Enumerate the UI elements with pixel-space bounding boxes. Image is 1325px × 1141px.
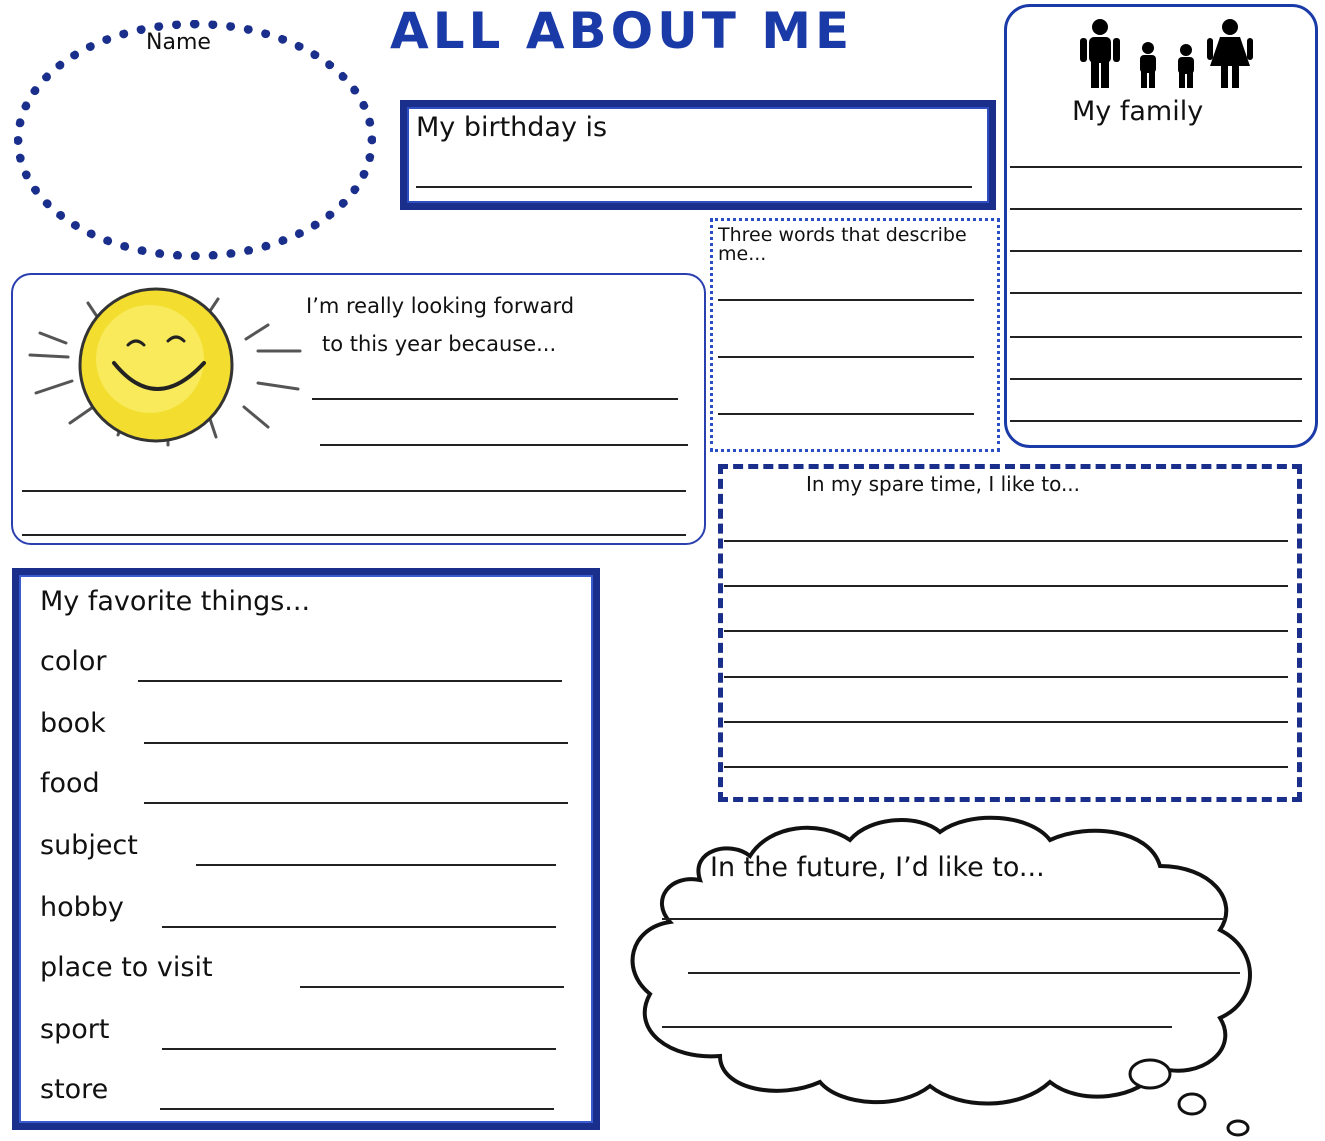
- name-label: Name: [146, 30, 211, 55]
- favorite-things-title: My favorite things...: [40, 586, 311, 617]
- family-line-2[interactable]: [1010, 208, 1302, 210]
- spare-time-line-2[interactable]: [724, 585, 1288, 587]
- looking-forward-label-line2: to this year because...: [322, 332, 557, 356]
- spare-time-line-6[interactable]: [724, 766, 1288, 768]
- future-line-2[interactable]: [688, 972, 1240, 974]
- future-line-1[interactable]: [662, 918, 1226, 920]
- name-circle[interactable]: [14, 20, 376, 260]
- birthday-answer-line[interactable]: [416, 186, 972, 188]
- smiling-sun-icon: [18, 285, 318, 455]
- favorite-hobby-label: hobby: [40, 892, 124, 923]
- favorite-food-line[interactable]: [144, 802, 568, 804]
- spare-time-line-4[interactable]: [724, 676, 1288, 678]
- family-line-4[interactable]: [1010, 292, 1302, 294]
- favorite-subject-label: subject: [40, 830, 138, 861]
- looking-forward-line-2[interactable]: [320, 444, 688, 446]
- favorite-subject-line[interactable]: [196, 864, 556, 866]
- spare-time-line-1[interactable]: [724, 540, 1288, 542]
- looking-forward-line-3[interactable]: [22, 490, 686, 492]
- spare-time-label: In my spare time, I like to...: [806, 472, 1081, 496]
- future-line-3[interactable]: [662, 1026, 1172, 1028]
- family-line-5[interactable]: [1010, 336, 1302, 338]
- favorite-sport-line[interactable]: [162, 1048, 556, 1050]
- three-words-line-2[interactable]: [718, 356, 974, 358]
- looking-forward-label-line1: I’m really looking forward: [306, 294, 575, 318]
- family-line-1[interactable]: [1010, 166, 1302, 168]
- looking-forward-line-1[interactable]: [312, 398, 678, 400]
- favorite-place-label: place to visit: [40, 952, 213, 983]
- three-words-line-1[interactable]: [718, 299, 974, 301]
- favorite-hobby-line[interactable]: [162, 926, 556, 928]
- future-label: In the future, I’d like to...: [710, 852, 1045, 883]
- favorite-color-line[interactable]: [138, 680, 562, 682]
- three-words-label: Three words that describe me...: [718, 224, 967, 265]
- birthday-label: My birthday is: [416, 112, 608, 143]
- looking-forward-line-4[interactable]: [22, 534, 686, 536]
- favorite-food-label: food: [40, 768, 100, 799]
- family-line-7[interactable]: [1010, 420, 1302, 422]
- page-title: ALL ABOUT ME: [390, 2, 854, 60]
- spare-time-box: [718, 464, 1302, 802]
- family-line-6[interactable]: [1010, 378, 1302, 380]
- spare-time-line-3[interactable]: [724, 630, 1288, 632]
- favorite-place-line[interactable]: [300, 986, 564, 988]
- family-icon: [1070, 18, 1270, 90]
- spare-time-line-5[interactable]: [724, 721, 1288, 723]
- favorite-color-label: color: [40, 646, 107, 677]
- favorite-book-line[interactable]: [144, 742, 568, 744]
- favorite-sport-label: sport: [40, 1014, 110, 1045]
- favorite-store-label: store: [40, 1074, 109, 1105]
- three-words-line-3[interactable]: [718, 413, 974, 415]
- favorite-book-label: book: [40, 708, 106, 739]
- family-line-3[interactable]: [1010, 250, 1302, 252]
- family-label: My family: [1072, 96, 1204, 127]
- favorite-store-line[interactable]: [160, 1108, 554, 1110]
